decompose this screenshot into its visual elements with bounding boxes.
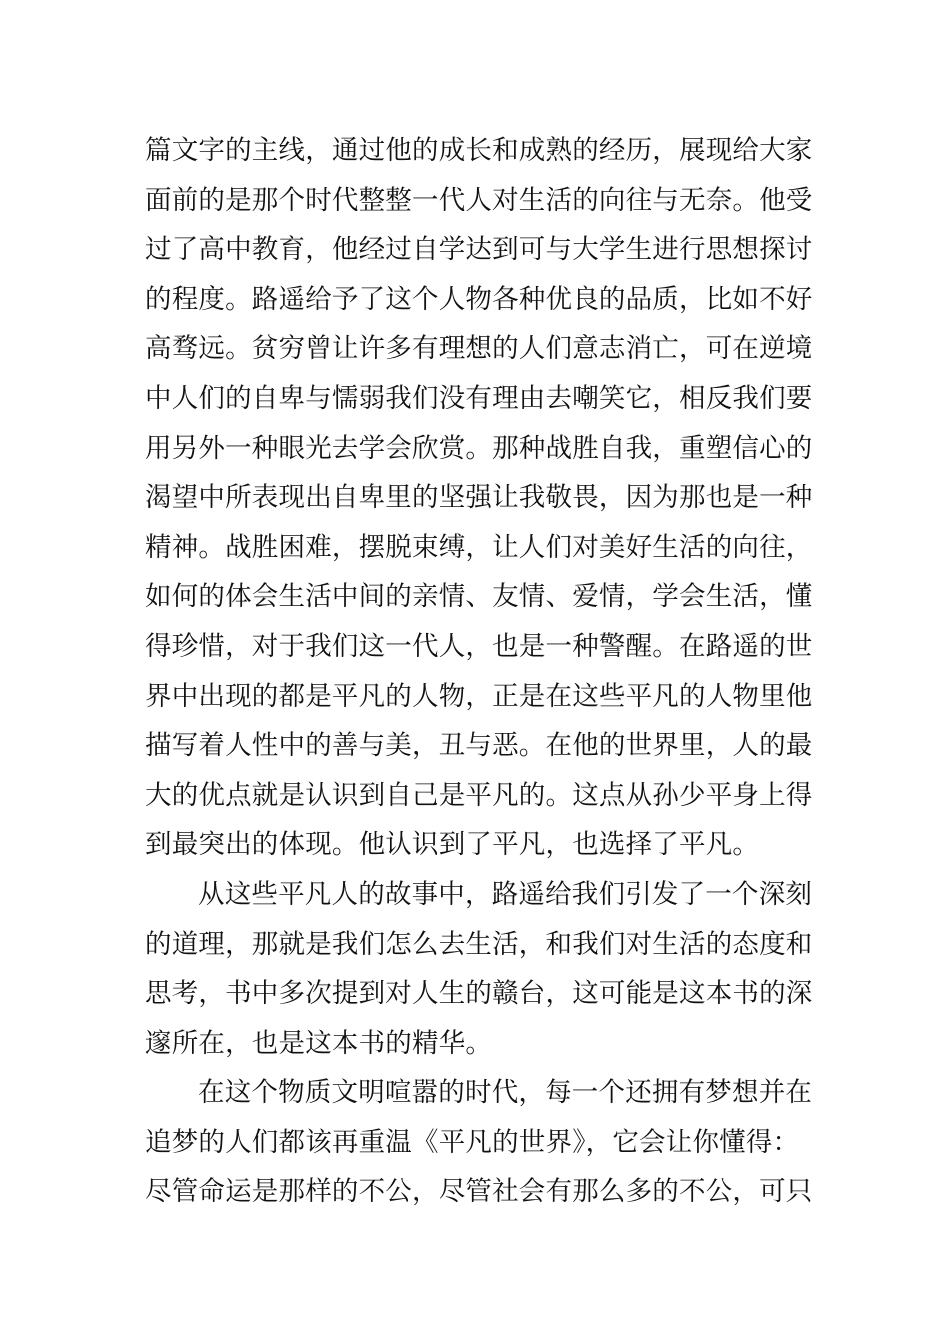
text-line: 界中出现的都是平凡的人物，正是在这些平凡的人物里他 [145, 680, 813, 712]
paragraph-first-line: 在这个物质文明喧嚣的时代，每一个还拥有梦想并在 [198, 1077, 813, 1109]
text-line: 精神。战胜困难，摆脱束缚，让人们对美好生活的向往， [145, 531, 813, 563]
text-line: 邃所在，也是这本书的精华。 [145, 1027, 493, 1059]
text-line: 描写着人性中的善与美，丑与恶。在他的世界里，人的最 [145, 730, 813, 762]
text-line: 尽管命运是那样的不公，尽管社会有那么多的不公，可只 [145, 1176, 813, 1208]
text-line: 过了高中教育，他经过自学达到可与大学生进行思想探讨 [145, 234, 813, 266]
text-line: 如何的体会生活中间的亲情、友情、爱情，学会生活，懂 [145, 581, 813, 613]
text-line: 追梦的人们都该再重温《平凡的世界》，它会让你懂得： [145, 1126, 800, 1158]
text-line: 的程度。路遥给予了这个人物各种优良的品质，比如不好 [145, 283, 813, 315]
text-line: 面前的是那个时代整整一代人对生活的向往与无奈。他受 [145, 184, 813, 216]
text-line: 渴望中所表现出自卑里的坚强让我敬畏，因为那也是一种 [145, 482, 813, 514]
text-line: 篇文字的主线，通过他的成长和成熟的经历，展现给大家 [145, 135, 813, 166]
text-line: 大的优点就是认识到自己是平凡的。这点从孙少平身上得 [145, 779, 813, 811]
paragraph-first-line: 从这些平凡人的故事中，路遥给我们引发了一个深刻 [198, 878, 813, 910]
text-line: 高骛远。贫穷曾让许多有理想的人们意志消亡，可在逆境 [145, 333, 813, 365]
text-line: 到最突出的体现。他认识到了平凡，也选择了平凡。 [145, 829, 760, 861]
text-line: 得珍惜，对于我们这一代人，也是一种警醒。在路遥的世 [145, 630, 813, 662]
document-body [145, 126, 813, 1217]
text-line: 思考，书中多次提到对人生的赣台，这可能是这本书的深 [145, 978, 813, 1010]
text-line: 用另外一种眼光去学会欣赏。那种战胜自我，重塑信心的 [145, 432, 813, 464]
text-line: 的道理，那就是我们怎么去生活，和我们对生活的态度和 [145, 928, 813, 960]
text-line: 中人们的自卑与懦弱我们没有理由去嘲笑它，相反我们要 [145, 382, 813, 414]
